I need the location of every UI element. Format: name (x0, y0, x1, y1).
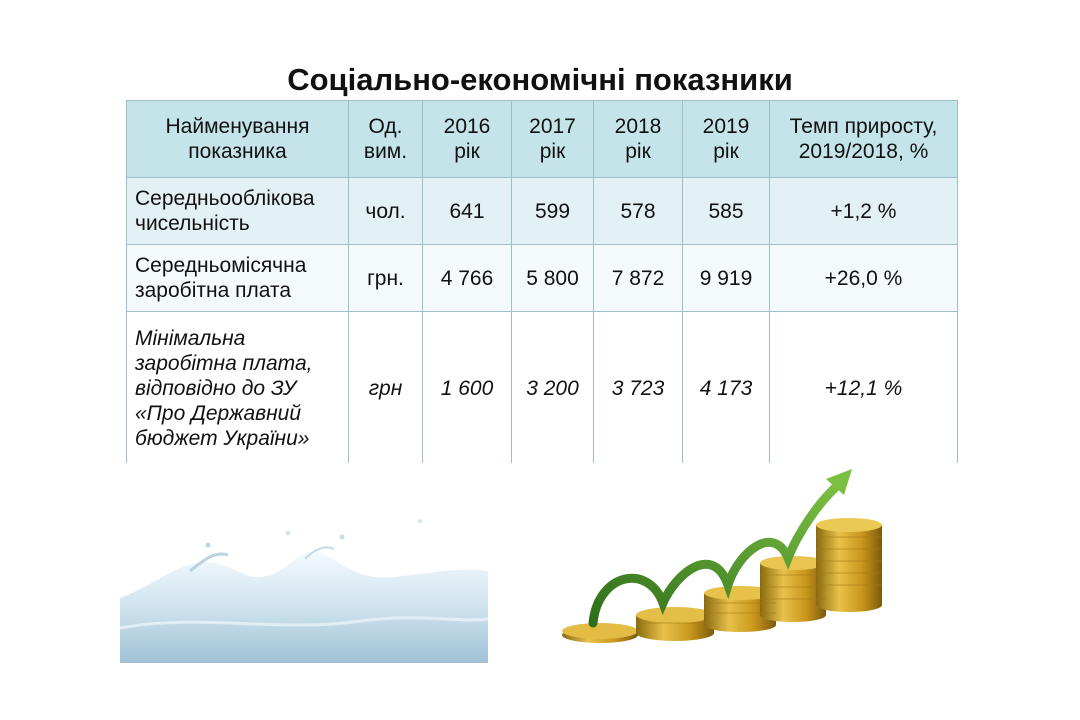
row-unit-cell: грн (349, 312, 423, 465)
header-cell-2017: 2017 рік (512, 101, 594, 178)
row-value-2019: 4 173 (683, 312, 770, 465)
row-name-cell: Мінімальна заробітна плата, відповідно до ЗУ «Про Державний бюджет України» (127, 312, 349, 465)
row-name-cell: Середньооблікова чисельність (127, 178, 349, 245)
row-growth-cell: +1,2 % (770, 178, 958, 245)
row-value-2019: 585 (683, 178, 770, 245)
row-value-2016: 4 766 (423, 245, 512, 312)
water-splash-image (120, 463, 488, 663)
row-value-2018: 3 723 (594, 312, 683, 465)
table-row (127, 178, 958, 245)
row-value-2017: 599 (512, 178, 594, 245)
row-value-2018: 7 872 (594, 245, 683, 312)
row-value-2016: 1 600 (423, 312, 512, 465)
row-value-2019: 9 919 (683, 245, 770, 312)
indicators-table (126, 100, 958, 465)
row-unit-cell: чол. (349, 178, 423, 245)
table-row (127, 245, 958, 312)
header-cell-growth: Темп приросту, 2019/2018, % (770, 101, 958, 178)
row-value-2018: 578 (594, 178, 683, 245)
row-growth-cell: +26,0 % (770, 245, 958, 312)
table-row (127, 312, 958, 465)
header-cell-2016: 2016 рік (423, 101, 512, 178)
header-cell-name: Найменування показника (127, 101, 349, 178)
slide-title: Соціально-економічні показники (287, 62, 793, 97)
row-value-2017: 5 800 (512, 245, 594, 312)
row-unit-cell: грн. (349, 245, 423, 312)
row-value-2016: 641 (423, 178, 512, 245)
header-cell-2018: 2018 рік (594, 101, 683, 178)
row-value-2017: 3 200 (512, 312, 594, 465)
header-cell-2019: 2019 рік (683, 101, 770, 178)
row-growth-cell: +12,1 % (770, 312, 958, 465)
table-header-row (127, 101, 958, 178)
coin-growth-image (488, 463, 966, 663)
header-cell-unit: Од. вим. (349, 101, 423, 178)
row-name-cell: Середньомісячна заробітна плата (127, 245, 349, 312)
